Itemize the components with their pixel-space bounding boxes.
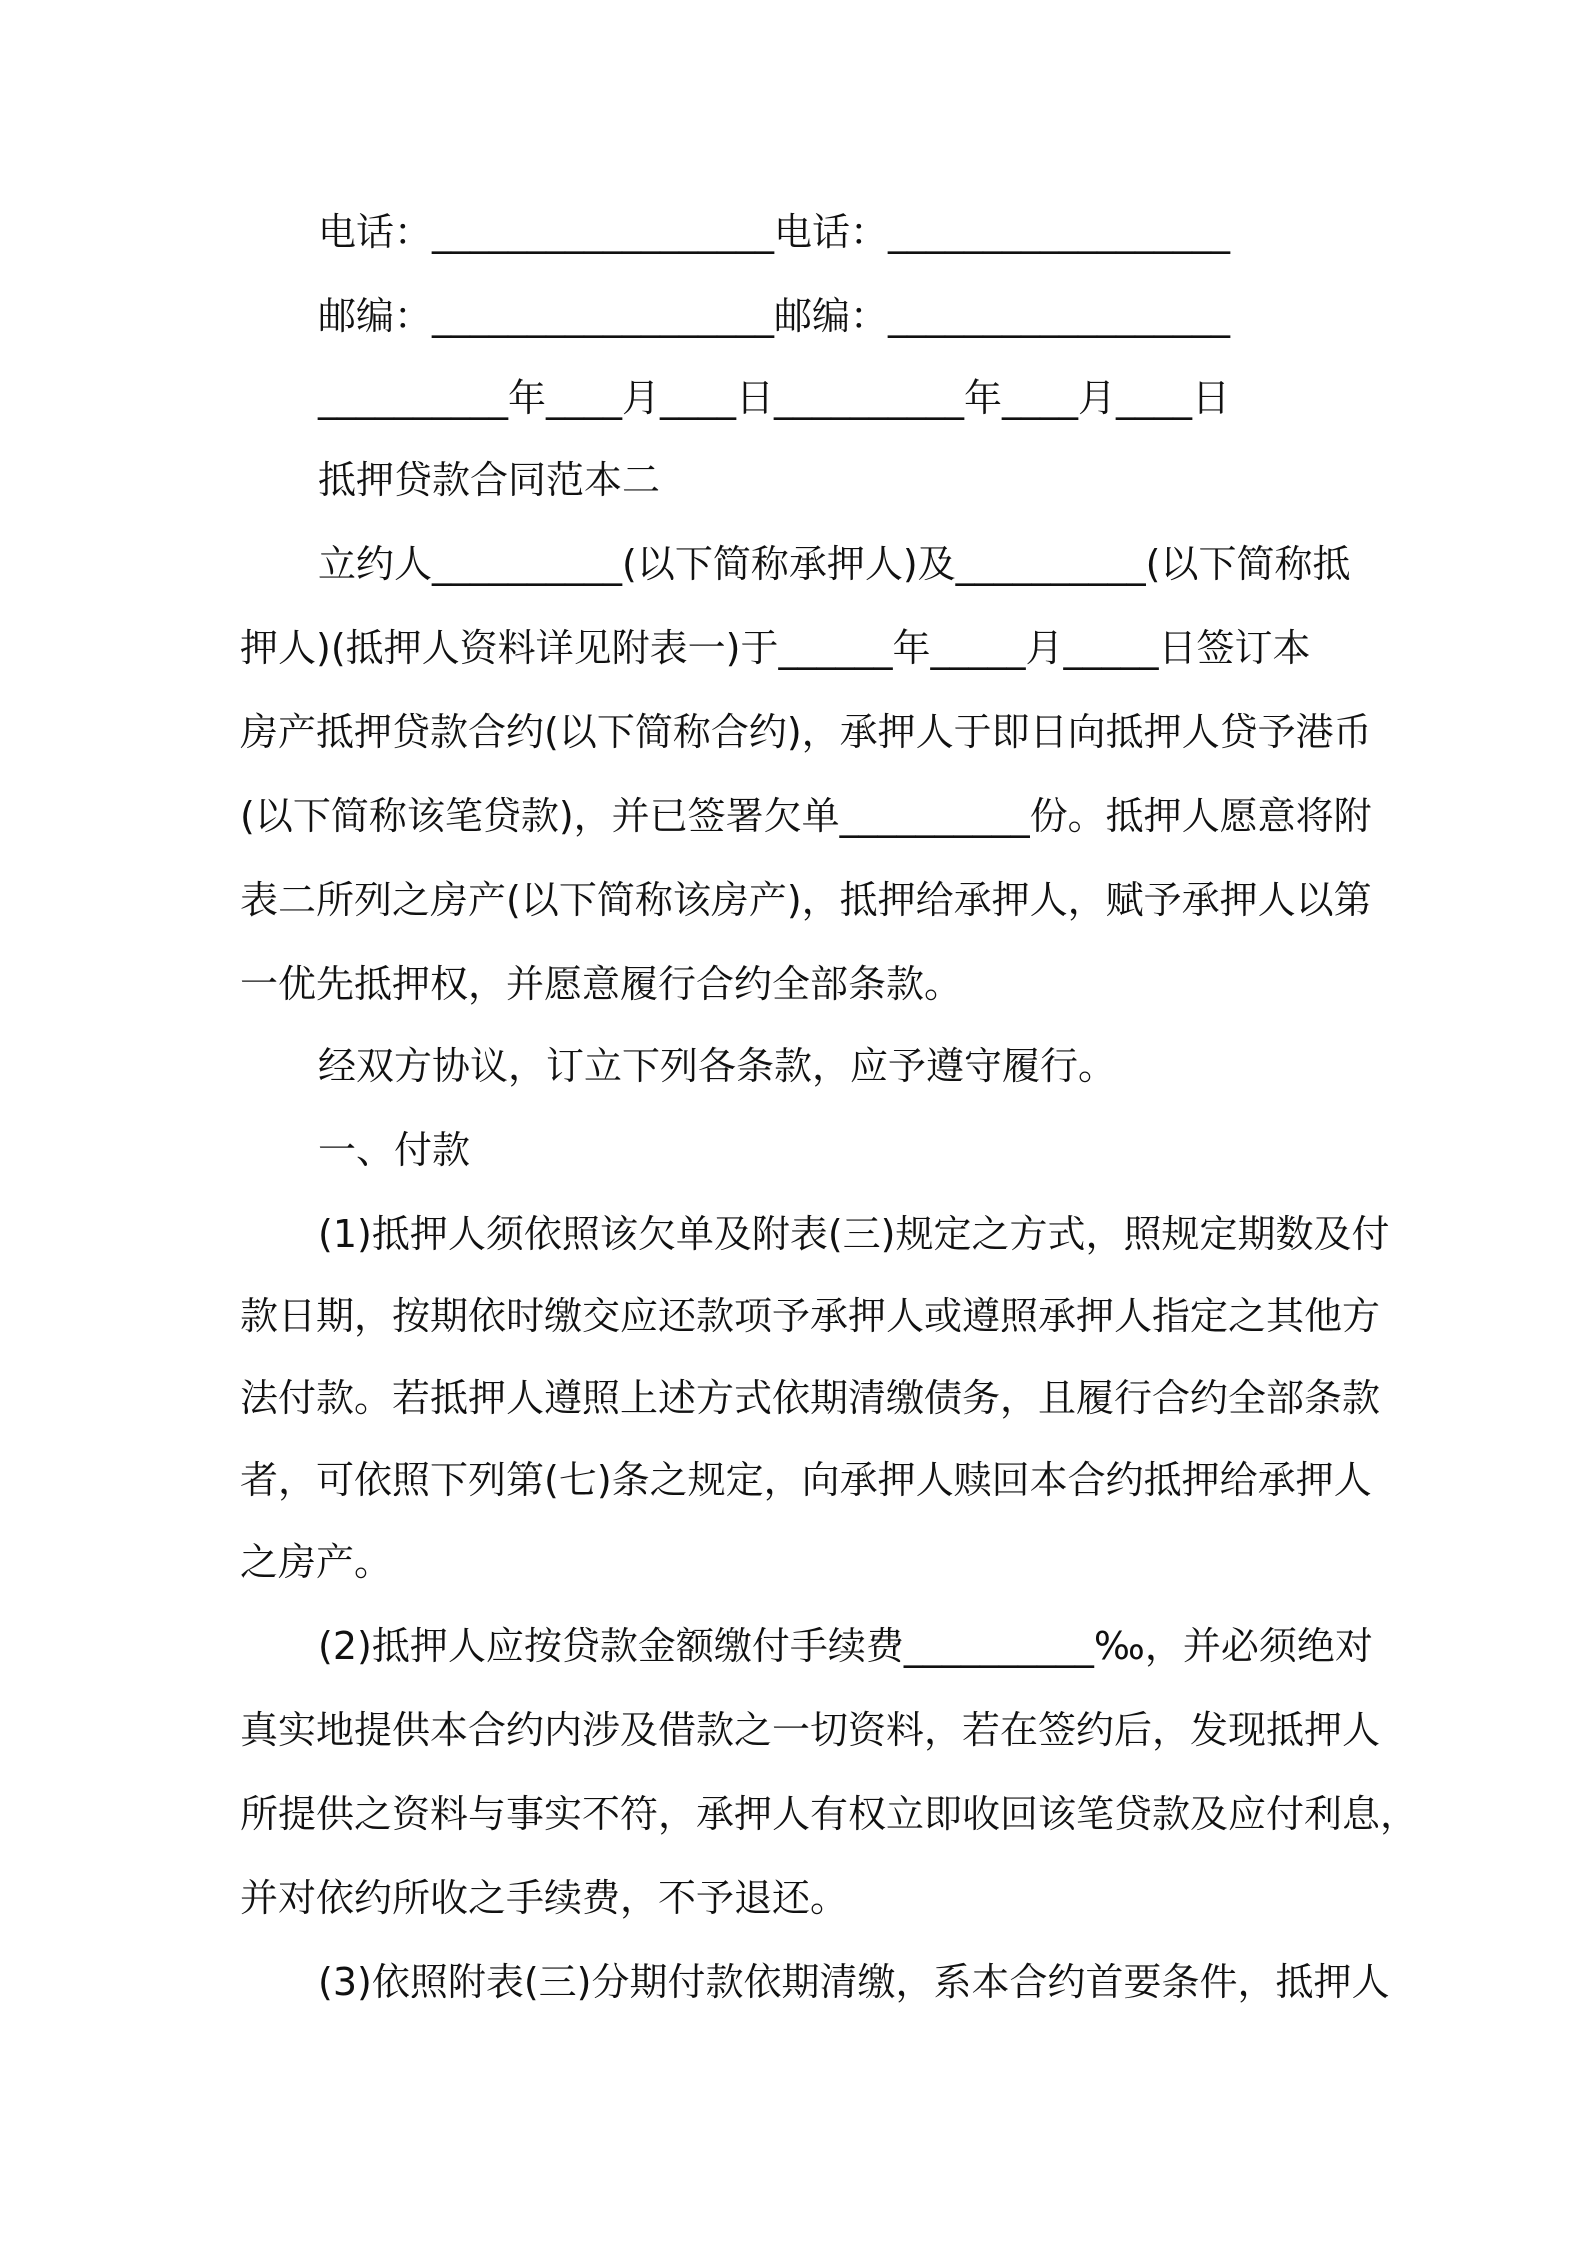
paragraph-line: 所提供之资料与事实不符，承押人有权立即收回该笔贷款及应付利息， (240, 1792, 1419, 1836)
paragraph-line: (以下简称该笔贷款)，并已签署欠单__________份。抵押人愿意将附 (240, 794, 1372, 838)
paragraph-line: 房产抵押贷款合约(以下简称合约)，承押人于即日向抵押人贷予港币 (240, 710, 1372, 754)
document-title: 抵押贷款合同范本二 (318, 458, 661, 502)
paragraph-line: 立约人__________(以下简称承押人)及__________(以下简称抵 (318, 542, 1351, 586)
paragraph-line: 之房产。 (240, 1540, 393, 1584)
section-heading: 一、付款 (318, 1128, 471, 1172)
paragraph-line: 押人)(抵押人资料详见附表一)于______年_____月_____日签订本 (240, 626, 1311, 670)
phone-line: 电话：__________________电话：__________________ (318, 210, 1231, 254)
paragraph-line: 经双方协议，订立下列各条款，应予遵守履行。 (318, 1044, 1117, 1088)
paragraph-line: 一优先抵押权，并愿意履行合约全部条款。 (240, 962, 963, 1006)
paragraph-line: (3)依照附表(三)分期付款依期清缴，系本合约首要条件，抵押人 (318, 1960, 1390, 2004)
paragraph-line: (1)抵押人须依照该欠单及附表(三)规定之方式，照规定期数及付 (318, 1212, 1390, 1256)
postcode-line: 邮编：__________________邮编：__________________ (318, 294, 1231, 338)
paragraph-line: (2)抵押人应按贷款金额缴付手续费__________‰，并必须绝对 (318, 1624, 1373, 1668)
paragraph-line: 者，可依照下列第(七)条之规定，向承押人赎回本合约抵押给承押人 (240, 1458, 1372, 1502)
paragraph-line: 真实地提供本合约内涉及借款之一切资料，若在签约后，发现抵押人 (240, 1708, 1381, 1752)
paragraph-line: 并对依约所收之手续费，不予退还。 (240, 1876, 849, 1920)
paragraph-line: 款日期，按期依时缴交应还款项予承押人或遵照承押人指定之其他方 (240, 1294, 1381, 1338)
paragraph-line: 法付款。若抵押人遵照上述方式依期清缴债务，且履行合约全部条款 (240, 1376, 1381, 1420)
date-line: __________年____月____日__________年____月____日 (318, 376, 1231, 420)
paragraph-line: 表二所列之房产(以下简称该房产)，抵押给承押人，赋予承押人以第 (240, 878, 1372, 922)
